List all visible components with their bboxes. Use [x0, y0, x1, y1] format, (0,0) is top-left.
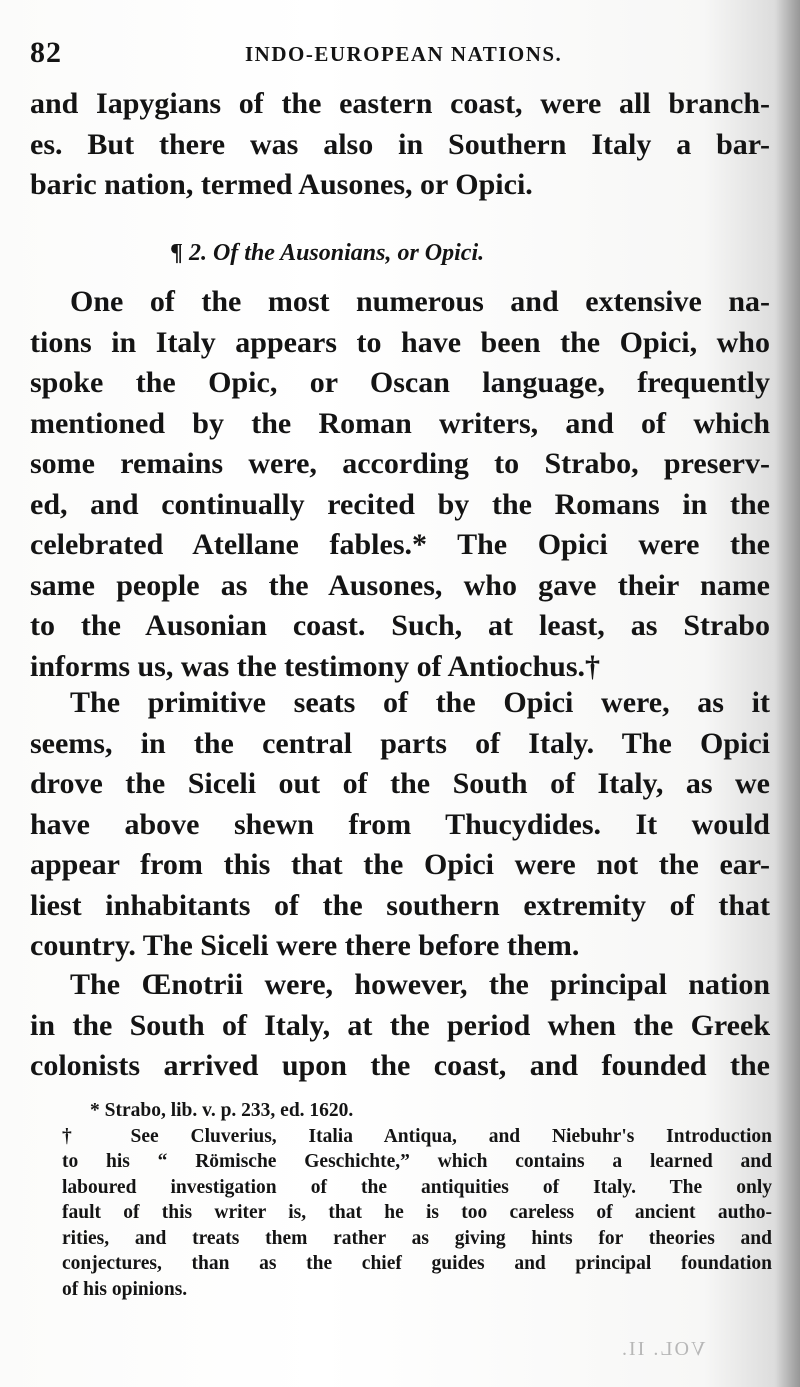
text-line: liest inhabitants of the southern extremity of that — [30, 888, 770, 922]
paragraph-opici — [30, 282, 770, 687]
text-line: to the Ausonian coast. Such, at least, as Strabo — [30, 609, 770, 642]
paragraph-oenotrii — [30, 965, 770, 1087]
text-line: appear from this that the Opici were not the ear- — [30, 848, 770, 881]
pilcrow-mark: ¶ — [170, 240, 183, 266]
text-line: informs us, was the testimony of Antiochus.† — [30, 649, 601, 683]
page-edge-shadow — [774, 0, 800, 1387]
text-line: in the South of Italy, at the period when the Greek — [30, 1008, 770, 1042]
text-line: mentioned by the Roman writers, and of which — [30, 406, 770, 440]
footnote-line: fault of this writer is, that he is too careless of ancient autho- — [62, 1202, 772, 1223]
text-line: ed, and continually recited by the Romans in the — [30, 487, 770, 521]
footnote-strabo: * Strabo, lib. v. p. 233, ed. 1620. — [90, 1100, 354, 1121]
text-line: colonists arrived upon the coast, and founded the — [30, 1049, 770, 1082]
text-line: spoke the Opic, or Oscan language, frequently — [30, 366, 770, 399]
page-header — [30, 36, 770, 76]
section-heading — [170, 240, 484, 267]
footnote-line: conjectures, than as the chief guides and principal foundation — [62, 1253, 772, 1274]
text-line: country. The Siceli were there before them. — [30, 929, 580, 962]
footnote-line: laboured investigation of the antiquities of Italy. The only — [62, 1176, 772, 1198]
footnotes — [62, 1098, 772, 1302]
text-line: same people as the Ausones, who gave their name — [30, 568, 770, 602]
footnote-line: of his opinions. — [62, 1278, 188, 1300]
text-line: and Iapygians of the eastern coast, were all branch- — [30, 87, 770, 120]
signature-mark: VOL. II. — [620, 1338, 706, 1360]
page-number: 82 — [30, 36, 62, 69]
paragraph-continuation — [30, 84, 770, 206]
text-line: celebrated Atellane fables.* The Opici were the — [30, 528, 770, 561]
footnote-cluverius: † See Cluverius, Italia Antiqua, and Niebuhr's Introduction — [62, 1125, 772, 1147]
section-heading-text: 2. Of the Ausonians, or Opici. — [188, 240, 485, 266]
text-line: es. But there was also in Southern Italy a bar- — [30, 127, 770, 161]
text-line: drove the Siceli out of the South of Italy, as we — [30, 767, 770, 800]
text-line: The primitive seats of the Opici were, as it — [70, 686, 770, 719]
running-head: INDO-EUROPEAN NATIONS. — [245, 42, 563, 66]
text-line: The Œnotrii were, however, the principal nation — [70, 968, 770, 1001]
text-line: seems, in the central parts of Italy. The Opici — [30, 726, 770, 760]
footnote-line: to his “ Römische Geschichte,” which contains a learned and — [62, 1151, 772, 1172]
text-line: have above shewn from Thucydides. It would — [30, 807, 770, 841]
paragraph-primitive-seats — [30, 683, 770, 967]
text-line: baric nation, termed Ausones, or Opici. — [30, 168, 533, 201]
text-line: tions in Italy appears to have been the Opici, who — [30, 325, 770, 359]
text-line: One of the most numerous and extensive na- — [70, 285, 770, 318]
footnote-line: rities, and treats them rather as giving hints for theories and — [62, 1227, 772, 1249]
text-line: some remains were, according to Strabo, preserv- — [30, 447, 770, 480]
